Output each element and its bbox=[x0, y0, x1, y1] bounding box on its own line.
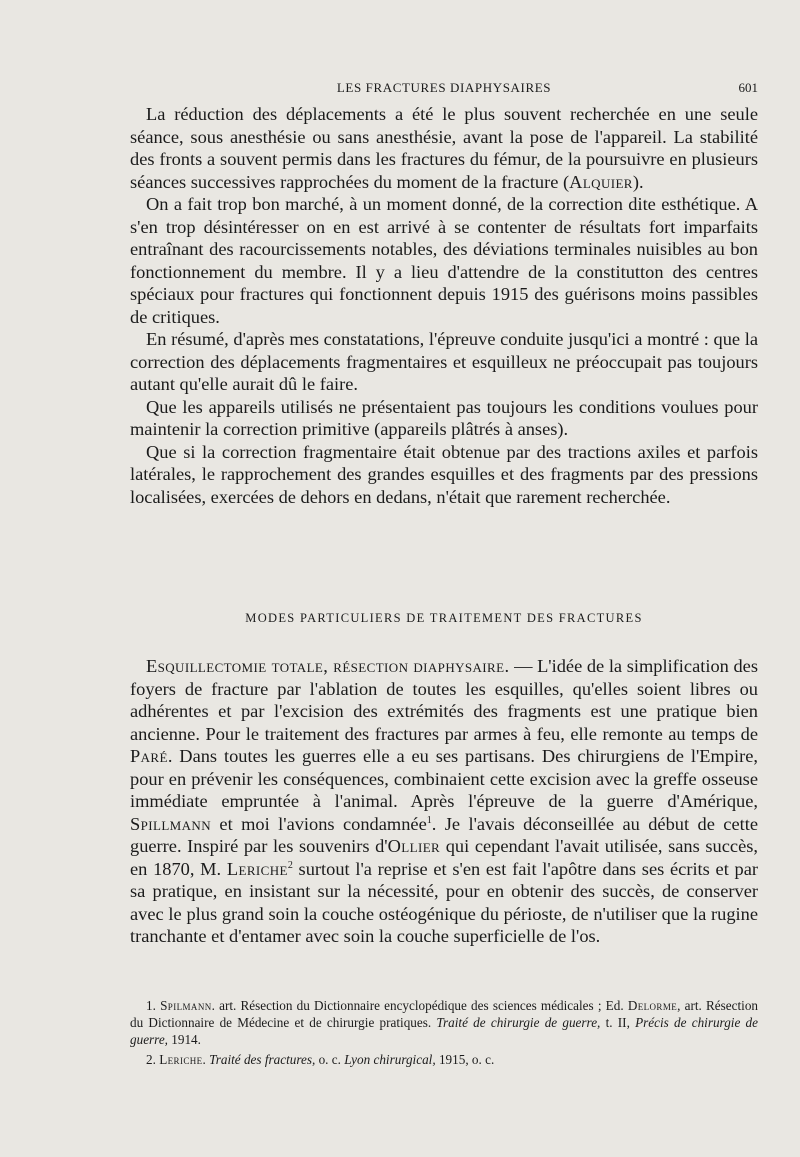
footnote-number: 1. bbox=[146, 998, 161, 1013]
paragraph-correction: Que si la correction fragmentaire était obtenue par des tractions axiles et parfois latérales, le rapprochement des grandes esquilles et des fragments par des pressions localisées, exercées de dehors en dedans, n'était que rarement recherchée. bbox=[130, 441, 758, 507]
author-name-leriche: Leriche bbox=[226, 858, 288, 879]
footnotes bbox=[130, 997, 758, 1068]
text-run: qui cependant l'avait utilisée, sans succès, en 1870, M. bbox=[130, 836, 758, 879]
footnote-author: Leriche bbox=[159, 1052, 203, 1067]
footnote-number: 2. bbox=[146, 1052, 160, 1067]
text-run: surtout l'a reprise et s'en est fait l'apôtre dans ses écrits et par sa pratique, en insistant sur la nécessité, pour en obtenir des succès, de conserver avec le plus grand soin la couche ostéogénique du périoste, de n'utiliser que la rugine tranchante et d'entamer avec soin la couche superficielle de l'os. bbox=[130, 858, 759, 946]
footnote-text: . bbox=[202, 1052, 210, 1067]
body-text-section bbox=[130, 655, 758, 948]
footnote-ref-1: 1 bbox=[426, 814, 432, 826]
section-heading: MODES PARTICULIERS DE TRAITEMENT DES FRACTURES bbox=[245, 611, 643, 625]
paragraph-esthetique: On a fait trop bon marché, à un moment donné, de la correction dite esthétique. A s'en trop désintéresser on en est arrivé à se contenter de résultats fort imparfaits entraînant des racourcissements notables, des déviations terminales nuisibles au bon fonctionnement du membre. Il y a lieu d'attendre de la constitutton des centres spéciaux pour fractures qui fonctionnent depuis 1915 des guérisons moins passibles de critiques. bbox=[130, 194, 758, 327]
paragraph-end: ). bbox=[632, 171, 644, 192]
text-run: . Dans toutes les guerres elle a eu ses partisans. Des chirurgiens de l'Empire, pour en prévenir les conséquences, combinaient cette excision avec la greffe osseuse immédiate empruntée à l'animal. Après l'épreuve de la guerre d'Amérique, bbox=[130, 746, 758, 811]
paragraph-text: La réduction des déplacements a été le plus souvent recherchée en une seule séance, sous anesthésie ou sans anesthésie, avant la pose de l'appareil. La stabilité des fronts a souvent permis dans les fractures du fémur, de la poursuivre en plusieurs séances successives rapprochées du moment de la fracture ( bbox=[130, 104, 758, 192]
footnote-ref-2: 2 bbox=[287, 859, 293, 871]
author-name-pare: Paré bbox=[130, 746, 168, 766]
footnote-1 bbox=[130, 997, 758, 1048]
footnote-text: , art. Résection du Dictionnaire de Médecine et de chirurgie pratiques. bbox=[130, 998, 759, 1030]
paragraph-esquillectomie bbox=[130, 655, 758, 948]
text-run: — L'idée de la simplification des foyers de fracture par l'ablation de toutes les esquilles, qu'elles soient libres ou adhérentes et par l'excision des extrémités des fragments est une pratique bien ancienne. Pour le traitement des fractures par armes à feu, elle remonte au temps de bbox=[130, 656, 758, 744]
footnote-text: o. c. bbox=[315, 1052, 345, 1067]
text-run: . Je l'avais déconseillée au début de cette guerre. Inspiré par les souvenirs d' bbox=[130, 813, 758, 856]
text-run: et moi l'avions condamnée bbox=[211, 813, 427, 834]
footnote-title: Précis de chirurgie de guerre, bbox=[130, 1015, 758, 1047]
footnote-author: Spilmann bbox=[160, 998, 212, 1013]
running-head bbox=[130, 80, 758, 102]
paragraph-appareils: Que les appareils utilisés ne présentaient pas toujours les conditions voulues pour maintenir la correction primitive (appareils plâtrés à anses). bbox=[130, 396, 758, 439]
footnote-title: Traité de chirurgie de guerre, bbox=[436, 1015, 601, 1030]
footnote-title: Traité des fractures, bbox=[209, 1052, 316, 1067]
page-number: 601 bbox=[738, 80, 758, 95]
footnote-text: 1914. bbox=[167, 1032, 201, 1047]
footnote-2 bbox=[130, 1051, 758, 1068]
footnote-text: . art. Résection du Dictionnaire encyclopédique des sciences médicales ; Ed. bbox=[211, 998, 628, 1013]
author-name-spillmann: Spillmann bbox=[130, 813, 211, 834]
footnote-author: Delorme bbox=[627, 998, 678, 1013]
footnote-title: Lyon chirurgical, bbox=[344, 1052, 436, 1067]
section-lead: Esquillectomie totale, résection diaphysaire. bbox=[146, 656, 510, 676]
running-title: LES FRACTURES DIAPHYSAIRES bbox=[336, 80, 552, 95]
footnote-text: 1915, o. c. bbox=[435, 1052, 495, 1067]
footnote-text: t. II, bbox=[600, 1015, 636, 1030]
paragraph-reduction bbox=[130, 103, 758, 193]
author-name-alquier: Alquier bbox=[569, 171, 633, 192]
paragraph-resume: En résumé, d'après mes constatations, l'épreuve conduite jusqu'ici a montré : que la correction des déplacements fragmentaires et esquilleux ne préoccupait pas toujours autant qu'elle aurait dû le faire. bbox=[130, 329, 758, 394]
author-name-ollier: Ollier bbox=[387, 836, 441, 856]
body-text-top bbox=[130, 103, 758, 508]
